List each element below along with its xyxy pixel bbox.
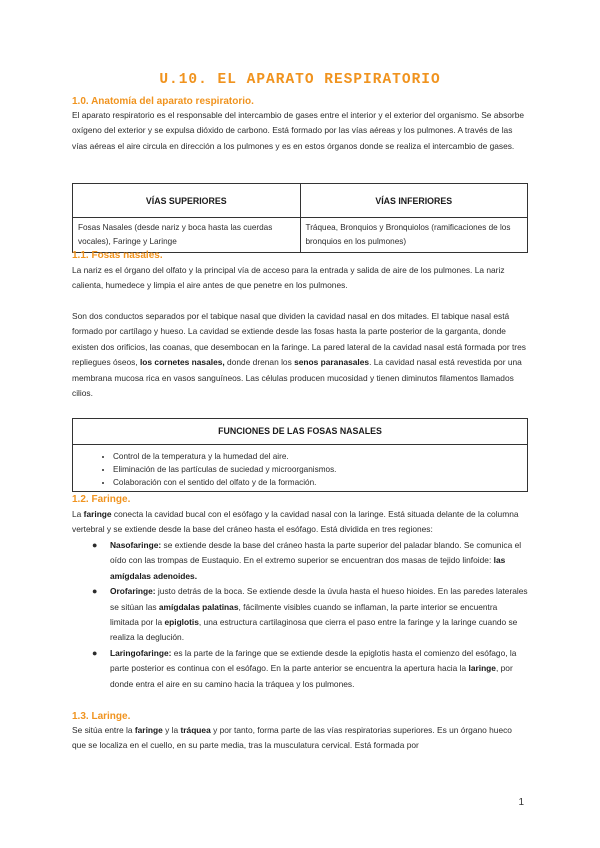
text-run: conecta la cavidad bucal con el esófago y la cavidad nasal con la laringe. Está situada delante de la columna vertebral y se extiende desde la base del cráneo hasta el esófago. Está dividida en tres regiones: [72,509,519,535]
list-item: • Control de la temperatura y la humedad del aire. [113,450,527,463]
table-header-row [73,184,528,218]
bold-faringe: faringe [83,509,112,519]
bold-epiglotis: epiglotis [164,617,199,628]
paragraph-laringe [72,723,528,754]
bold-amigdalas-adenoides: las amígdalas adenoides. [110,555,506,581]
text-run: Son dos conductos separados por el tabique nasal que dividen la cavidad nasal en dos mitades. El tabique nasal está formado por cartílago y hueso. La cavidad se extiende desde las fosas hasta la parte posterior de la garganta, donde existen dos orificios, las coanas, que desembocan en la faringe. La pared lateral de la cavidad nasal está formada por tres repliegues óseos, [72,311,526,368]
paragraph-nariz: La nariz es el órgano del olfato y la principal vía de acceso para la entrada y salida de aire de los pulmones. La nariz calienta, humedece y limpia el aire antes de que penetre en los pulmones. [72,265,505,291]
faringe-regions-list [72,538,528,692]
funciones-box [72,418,528,492]
bullet-icon: ● [92,540,98,550]
cell-vias-superiores: Fosas Nasales (desde nariz y boca hasta las cuerdas vocales), Faringe y Laringe [73,218,301,253]
bold-laringofaringe: Laringofaringe: [110,647,172,658]
header-vias-inferiores: VÍAS INFERIORES [300,184,528,218]
text-run: justo detrás de la boca. Se extiende desde la úvula hasta el hueso hioides. En las paredes laterales se sitúan las [110,586,528,612]
page-number: 1 [518,797,524,808]
text-run: y por tanto, forma parte de las vías respiratorias superiores. Es un órgano hueco que se localiza en el cuello, en su parte media, tras la musculatura cervical. Está formada por [72,725,512,751]
text-run: . La cavidad nasal está revestida por una membrana mucosa rica en vasos sanguíneos. Las células producen mucosidad y tienen diminutos filamentos llamados cilios. [72,357,522,399]
cell-vias-inferiores: Tráquea, Bronquios y Bronquiolos (ramificaciones de los bronquios en los pulmones) [300,218,528,253]
list-item: • Eliminación de las partículas de suciedad y microorganismos. [113,463,527,476]
bold-nasofaringe: Nasofaringe: [110,540,162,550]
funciones-list [73,450,527,489]
text-run: , fácilmente visibles cuando se inflaman, la parte interior se encuentra limitada por la [110,601,498,628]
text-run: , por donde entra el aire en su camino hacia la tráquea y los pulmones. [110,663,513,689]
page-title: U.10. EL APARATO RESPIRATORIO [159,72,441,88]
list-item: • Colaboración con el sentido del olfato y de la formación. [113,476,527,489]
text-run: donde drenan los [224,357,295,368]
text-run: es la parte de la faringe que se extiende desde la epiglotis hasta el comienzo del esófago, la parte posterior es continua con el esófago. En la parte anterior se encuentra la apertura hacia la [110,647,517,674]
header-vias-superiores: VÍAS SUPERIORES [73,184,301,218]
list-item-orofaringe [72,584,528,646]
paragraph-anatomia: El aparato respiratorio es el responsable del intercambio de gases entre el interior y el exterior del organismo. Se absorbe oxígeno del exterior y se expulsa dióxido de carbono. Está formado por las vías aéreas y los pulmones. A través de las vías aéreas el aire circula en dirección a los pulmones y es en estos órganos donde se realiza el intercambio de gases. [72,110,525,151]
bold-amigdalas-palatinas: amígdalas palatinas [158,601,239,612]
bold-senos: senos paranasales [294,357,370,368]
paragraph-conductos [72,309,528,401]
bold-laringe: laringe [468,663,496,674]
text-run: , una estructura cartilaginosa que cierra el paso entre la faringe y la laringe cuando se realiza la deglución. [110,617,518,643]
heading-fosas-nasales: 1.1. Fosas nasales. [72,250,163,261]
table-row [73,218,528,253]
text-run: se extiende desde la base del cráneo hasta la parte superior del paladar blando. Se comunica el oído con las trompas de Eustaquio. En el extremo superior se encuentran dos masas de tejido linfoide: [110,540,522,566]
heading-anatomia: 1.0. Anatomía del aparato respiratorio. [72,96,254,107]
paragraph-faringe [72,507,528,538]
bold-traquea: tráquea [180,725,211,735]
text-run: La [72,509,84,519]
bold-cornetes: los cornetes nasales, [139,357,225,368]
text-run: y la [162,725,181,735]
bold-orofaringe: Orofaringe: [110,586,156,597]
bullet-icon: ● [92,586,98,597]
text-run: Se sitúa entre la [72,725,135,735]
list-item-nasofaringe [72,538,528,584]
heading-laringe: 1.3. Laringe. [72,711,131,722]
bold-faringe-ref: faringe [134,725,163,735]
funciones-heading: FUNCIONES DE LAS FOSAS NASALES [73,419,527,445]
bullet-icon: ● [92,647,98,658]
vias-table [72,183,528,253]
list-item-laringofaringe [72,646,528,692]
heading-faringe: 1.2. Faringe. [72,494,131,505]
